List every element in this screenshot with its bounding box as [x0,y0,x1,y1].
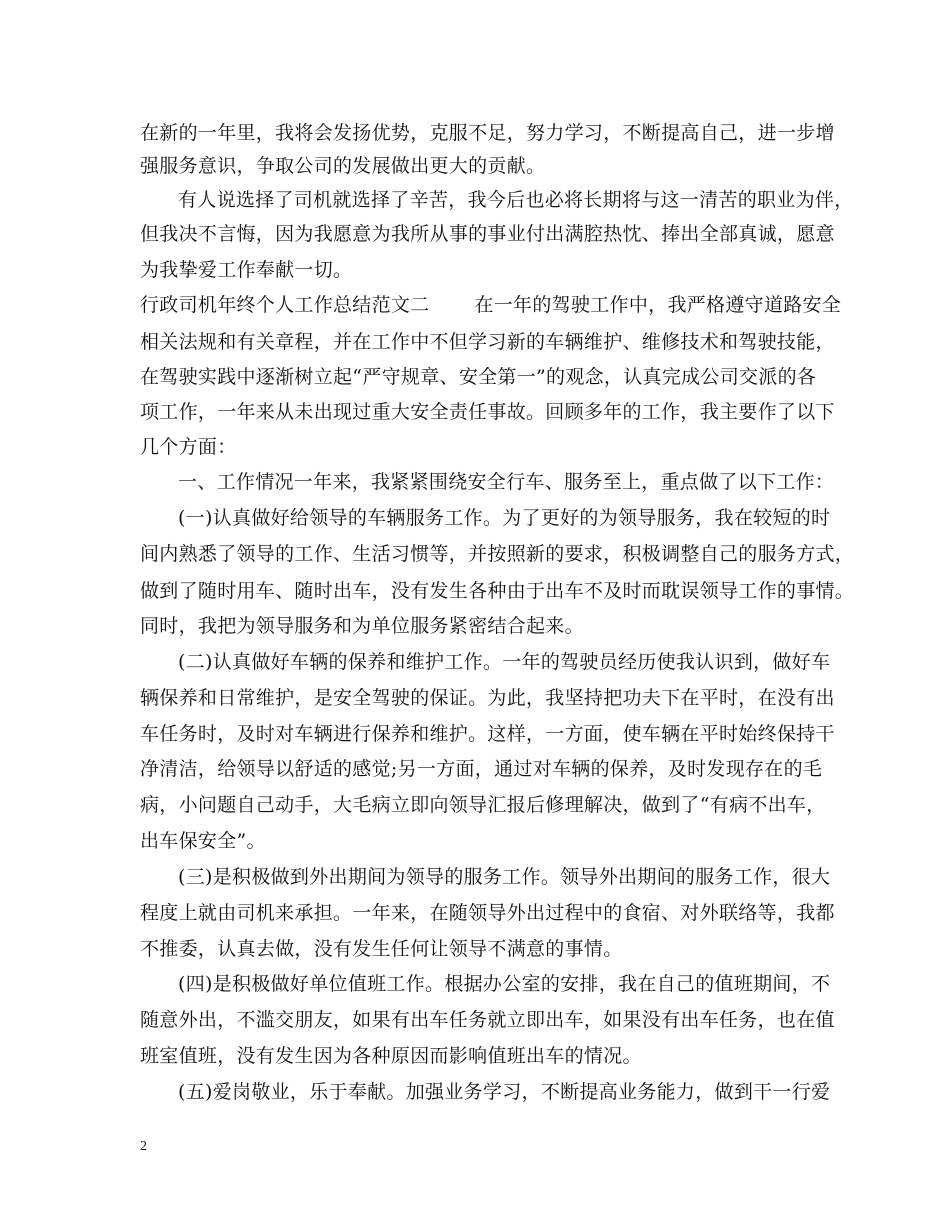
text-line: 程度上就由司机来承担。一年来，在随领导外出过程中的食宿、对外联络等，我都 [140,902,835,924]
text-line: 净清洁，给领导以舒适的感觉;另一方面，通过对车辆的保养，及时发现存在的毛 [140,758,823,780]
text-line: 有人说选择了司机就选择了辛苦，我今后也必将长期将与这一清苦的职业为伴， [178,189,854,211]
text-line: 班室值班，没有发生因为各种原因而影响值班出车的情况。 [140,1045,642,1067]
text-line: (五)爱岗敬业，乐于奉献。加强业务学习，不断提高业务能力，做到干一行爱 [178,1081,831,1103]
text-line: 病，小问题自己动手，大毛病立即向领导汇报后修理解决，做到了“有病不出车， [140,794,826,816]
text-line: 辆保养和日常维护，是安全驾驶的保证。为此，我坚持把功夫下在平时，在没有出 [140,687,835,709]
text-line: 几个方面： [140,436,237,458]
text-line: (四)是积极做好单位值班工作。根据办公室的安排，我在自己的值班期间，不 [178,973,831,995]
text-line: 但我决不言悔，因为我愿意为我所从事的事业付出满腔热忱、捧出全部真诚，愿意 [140,223,835,245]
text-line: 一、工作情况一年来，我紧紧围绕安全行车、服务至上，重点做了以下工作： [178,471,835,493]
text-line: 强服务意识，争取公司的发展做出更大的贡献。 [140,155,546,177]
text-line: 项工作，一年来从未出现过重大安全责任事故。回顾多年的工作，我主要作了以下 [140,401,835,423]
text-line: (三)是积极做到外出期间为领导的服务工作。领导外出期间的服务工作，很大 [178,866,831,888]
text-line: 同时，我把为领导服务和为单位服务紧密结合起来。 [140,615,584,637]
text-line: 不推委，认真去做，没有发生任何让领导不满意的事情。 [140,938,623,960]
text-line: 为我挚爱工作奉献一切。 [140,259,353,281]
text-line: 车任务时，及时对车辆进行保养和维护。这样，一方面，使车辆在平时始终保持干 [140,723,835,745]
text-line: 行政司机年终个人工作总结范文二 在一年的驾驶工作中，我严格遵守道路安全 [140,294,842,316]
text-line: (二)认真做好车辆的保养和维护工作。一年的驾驶员经历使我认识到，做好车 [178,651,831,673]
text-line: 随意外出，不滥交朋友，如果有出车任务就立即出车，如果没有出车任务，也在值 [140,1009,835,1031]
text-line: 出车保安全”。 [140,830,266,852]
text-line: 在驾驶实践中逐渐树立起“严守规章、安全第一”的观念，认真完成公司交派的各 [140,366,817,388]
text-line: (一)认真做好给领导的车辆服务工作。为了更好的为领导服务，我在较短的时 [178,507,831,529]
page-number: 2 [140,1139,147,1154]
text-line: 相关法规和有关章程，并在工作中不但学习新的车辆维护、维修技术和驾驶技能， [140,331,835,353]
text-line: 做到了随时用车、随时出车，没有发生各种由于出车不及时而耽误领导工作的事情。 [140,580,855,602]
text-line: 在新的一年里，我将会发扬优势，克服不足，努力学习，不断提高自己，进一步增 [140,122,835,144]
text-line: 间内熟悉了领导的工作、生活习惯等，并按照新的要求，积极调整自己的服务方式， [140,543,855,565]
